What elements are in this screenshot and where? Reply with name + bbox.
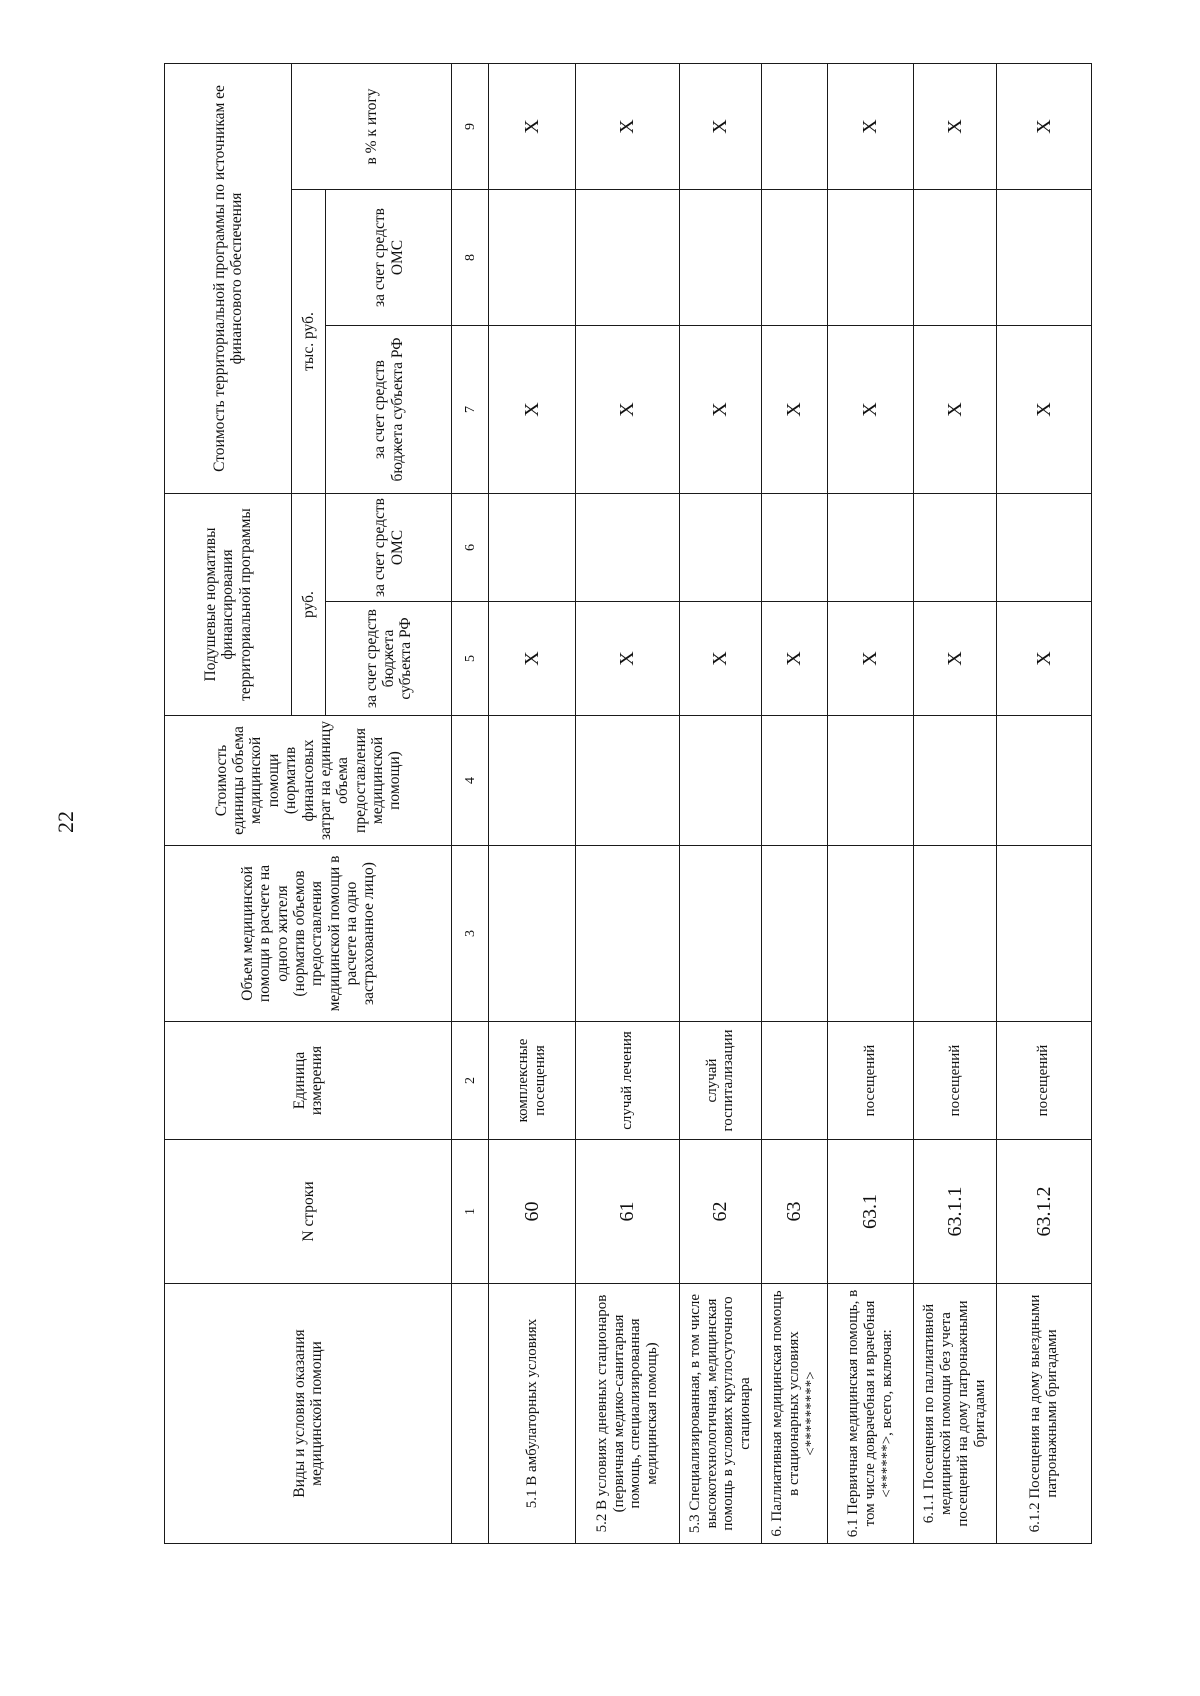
cell-cost-oms xyxy=(996,190,1091,326)
cell-unit-cost xyxy=(576,716,680,846)
column-number: 9 xyxy=(452,63,489,189)
cell-cost-oms xyxy=(762,190,828,326)
column-numbers-row xyxy=(452,63,489,1543)
header-norms-unit: руб. xyxy=(291,494,325,716)
header-cost-unit: тыс. руб. xyxy=(291,190,325,494)
cell-cost-percent: X xyxy=(827,63,914,189)
cell-norm-budget: X xyxy=(679,602,761,716)
cell-cost-budget: X xyxy=(576,326,680,494)
header-cost-oms: за счет средств ОМС xyxy=(325,190,452,326)
column-number: 3 xyxy=(452,846,489,1022)
table-row xyxy=(679,63,761,1543)
table-container xyxy=(164,64,1092,1544)
row-code: 63.1.1 xyxy=(914,1140,996,1284)
row-name: 6.1.1 Посещения по паллиативной медицинской помощи без учета посещений на дому патронажными бригадами xyxy=(914,1284,996,1544)
header-cost-budget: за счет средств бюджета субъекта РФ xyxy=(325,326,452,494)
cell-unit-cost xyxy=(489,716,576,846)
cell-cost-oms xyxy=(679,190,761,326)
cell-cost-oms xyxy=(827,190,914,326)
header-volume: Объем медицинской помощи в расчете на одного жителя (норматив объемов предоставления медицинской помощи в расчете на одно застрахованное лицо) xyxy=(165,846,452,1022)
table-row xyxy=(762,63,828,1543)
column-number: 5 xyxy=(452,602,489,716)
row-unit: посещений xyxy=(827,1022,914,1140)
row-unit: случай лечения xyxy=(576,1022,680,1140)
cell-cost-budget: X xyxy=(827,326,914,494)
cell-norm-budget: X xyxy=(489,602,576,716)
cell-unit-cost xyxy=(996,716,1091,846)
cell-unit-cost xyxy=(914,716,996,846)
cell-norm-oms xyxy=(914,494,996,602)
cell-norm-budget: X xyxy=(762,602,828,716)
row-unit: комплексные посещения xyxy=(489,1022,576,1140)
table-row xyxy=(827,63,914,1543)
header-row-number: N строки xyxy=(165,1140,452,1284)
page-number: 22 xyxy=(53,811,78,833)
cell-unit-cost xyxy=(679,716,761,846)
financing-table xyxy=(164,63,1092,1544)
row-code: 63 xyxy=(762,1140,828,1284)
row-unit: случай госпитализации xyxy=(679,1022,761,1140)
cell-cost-budget: X xyxy=(914,326,996,494)
row-code: 61 xyxy=(576,1140,680,1284)
cell-norm-oms xyxy=(762,494,828,602)
column-number: 7 xyxy=(452,326,489,494)
cell-norm-budget: X xyxy=(996,602,1091,716)
row-name: 5.3 Специализированная, в том числе высокотехнологичная, медицинская помощь в условиях круглосуточного стационара xyxy=(679,1284,761,1544)
cell-cost-oms xyxy=(576,190,680,326)
cell-volume xyxy=(576,846,680,1022)
cell-norm-oms xyxy=(827,494,914,602)
cell-cost-oms xyxy=(914,190,996,326)
cell-norm-oms xyxy=(576,494,680,602)
cell-norm-oms xyxy=(679,494,761,602)
header-types: Виды и условия оказания медицинской помощи xyxy=(165,1284,452,1544)
cell-volume xyxy=(679,846,761,1022)
cell-cost-percent: X xyxy=(996,63,1091,189)
column-number xyxy=(452,1284,489,1544)
cell-cost-oms xyxy=(489,190,576,326)
cell-cost-percent: X xyxy=(576,63,680,189)
row-code: 62 xyxy=(679,1140,761,1284)
cell-volume xyxy=(489,846,576,1022)
header-norms-group: Подушевые нормативы финансирования территориальной программы xyxy=(165,494,292,716)
cell-norm-budget: X xyxy=(914,602,996,716)
cell-norm-oms xyxy=(996,494,1091,602)
cell-volume xyxy=(827,846,914,1022)
rotated-table xyxy=(164,64,1092,1544)
cell-cost-budget: X xyxy=(489,326,576,494)
column-number: 2 xyxy=(452,1022,489,1140)
row-code: 60 xyxy=(489,1140,576,1284)
cell-volume xyxy=(914,846,996,1022)
row-code: 63.1.2 xyxy=(996,1140,1091,1284)
cell-volume xyxy=(762,846,828,1022)
row-name: 5.2 В условиях дневных стационаров (первичная медико-санитарная помощь, специализированная медицинская помощь) xyxy=(576,1284,680,1544)
cell-cost-budget: X xyxy=(762,326,828,494)
row-name: 6.1.2 Посещения на дому выездными патронажными бригадами xyxy=(996,1284,1091,1544)
table-row xyxy=(914,63,996,1543)
header-norms-budget: за счет средств бюджета субъекта РФ xyxy=(325,602,452,716)
column-number: 4 xyxy=(452,716,489,846)
table-row xyxy=(996,63,1091,1543)
header-cost-percent: в % к итогу xyxy=(291,63,452,189)
row-name: 6.1 Первичная медицинская помощь, в том числе доврачебная и врачебная <******>, всего, включая: xyxy=(827,1284,914,1544)
row-unit: посещений xyxy=(996,1022,1091,1140)
cell-cost-percent: X xyxy=(914,63,996,189)
cell-norm-oms xyxy=(489,494,576,602)
row-code: 63.1 xyxy=(827,1140,914,1284)
cell-cost-budget: X xyxy=(679,326,761,494)
column-number: 8 xyxy=(452,190,489,326)
cell-cost-percent: X xyxy=(679,63,761,189)
cell-cost-budget: X xyxy=(996,326,1091,494)
row-name: 5.1 В амбулаторных условиях xyxy=(489,1284,576,1544)
cell-unit-cost xyxy=(827,716,914,846)
column-number: 6 xyxy=(452,494,489,602)
cell-unit-cost xyxy=(762,716,828,846)
header-unit-cost: Стоимость единицы объема медицинской помощи (норматив финансовых затрат на единицу объема предоставления медицинской помощи) xyxy=(165,716,452,846)
table-row xyxy=(489,63,576,1543)
header-norms-oms: за счет средств ОМС xyxy=(325,494,452,602)
row-name: 6. Паллиативная медицинская помощь в стационарных условиях <*********> xyxy=(762,1284,828,1544)
row-unit: посещений xyxy=(914,1022,996,1140)
table-row xyxy=(576,63,680,1543)
column-number: 1 xyxy=(452,1140,489,1284)
cell-cost-percent xyxy=(762,63,828,189)
cell-volume xyxy=(996,846,1091,1022)
row-unit xyxy=(762,1022,828,1140)
header-unit: Единица измерения xyxy=(165,1022,452,1140)
cell-cost-percent: X xyxy=(489,63,576,189)
cell-norm-budget: X xyxy=(827,602,914,716)
cell-norm-budget: X xyxy=(576,602,680,716)
header-cost-group: Стоимость территориальной программы по источникам ее финансового обеспечения xyxy=(165,63,292,493)
